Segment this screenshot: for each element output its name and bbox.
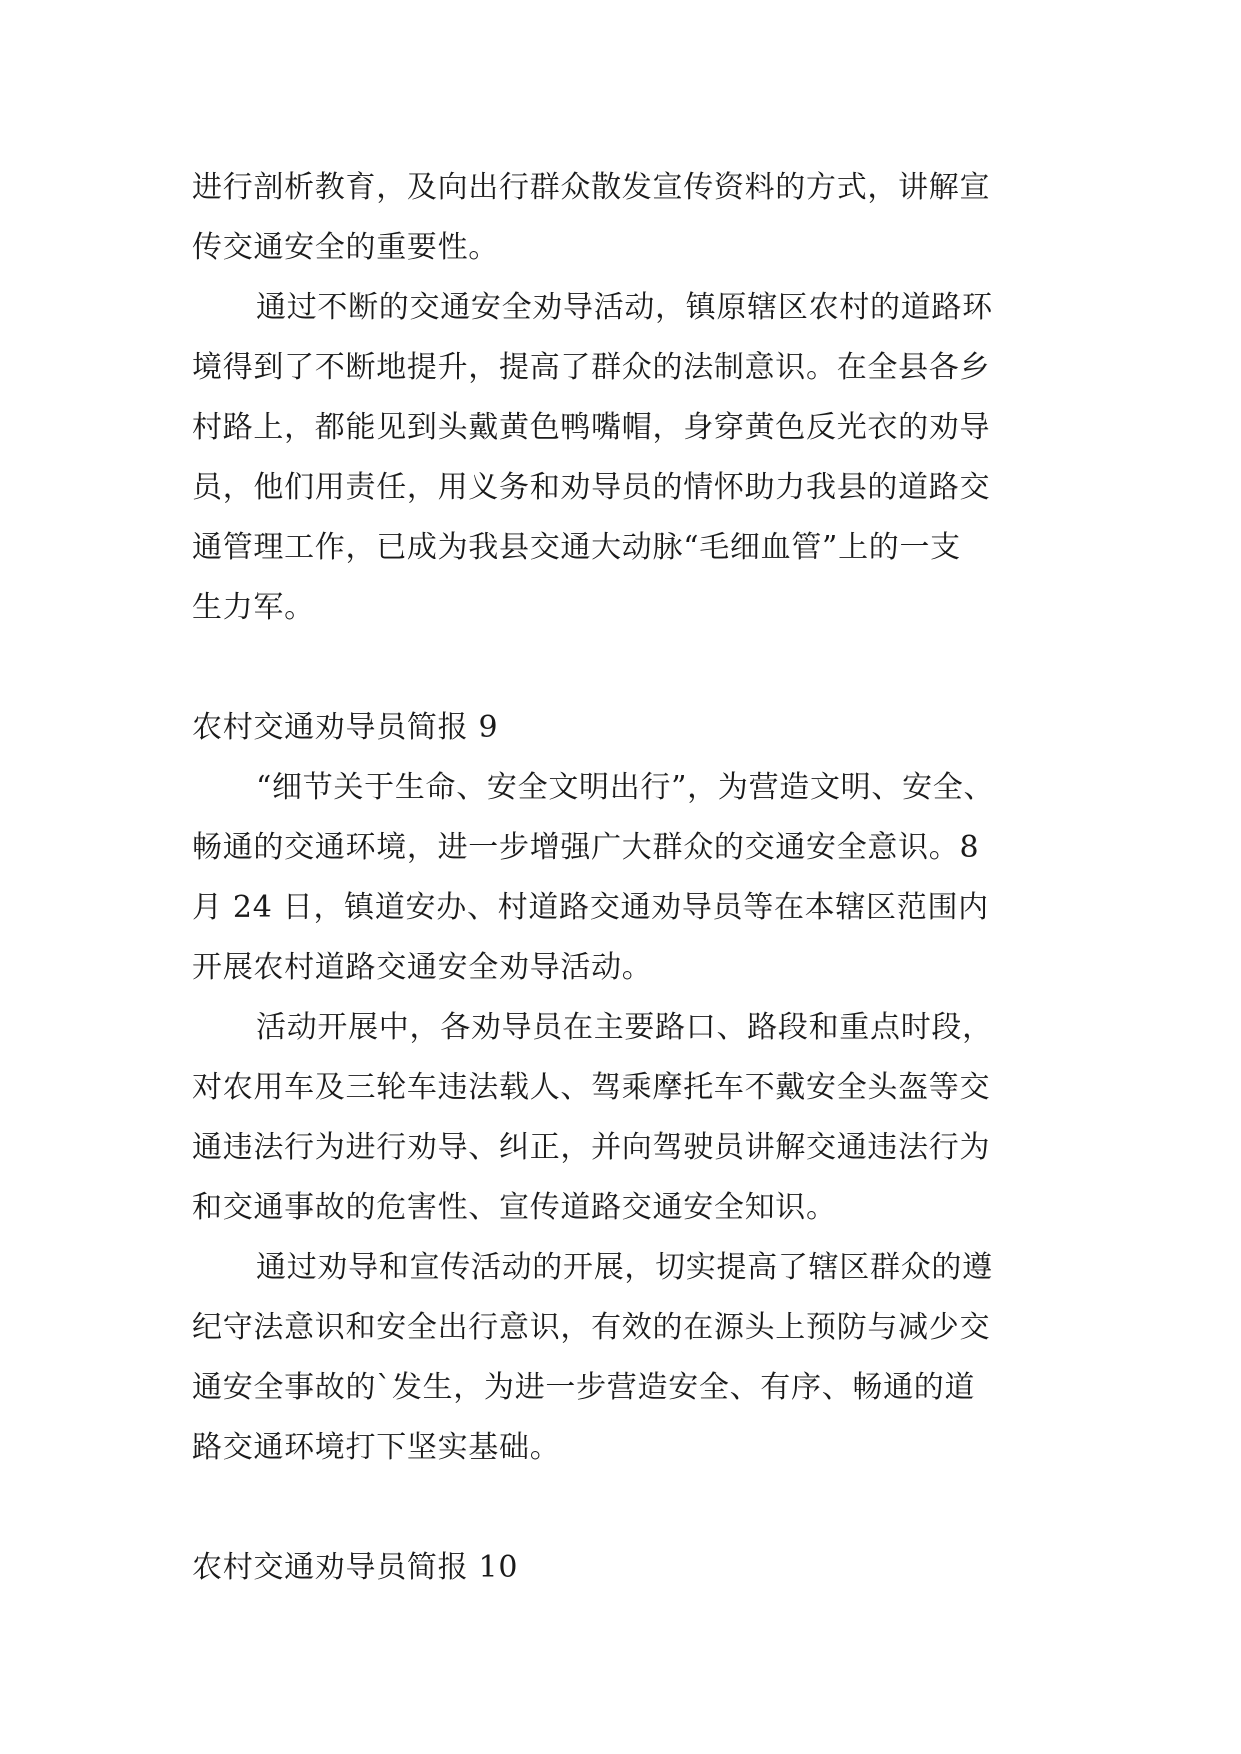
document-body — [192, 158, 1052, 1598]
text-line: 月 24 日，镇道安办、村道路交通劝导员等在本辖区范围内 — [192, 890, 989, 925]
paragraph-continuation — [192, 158, 1052, 278]
text-line: 活动开展中，各劝导员在主要路口、路段和重点时段， — [256, 1010, 993, 1045]
text-line: 路交通环境打下坚实基础。 — [192, 1430, 561, 1465]
text-line: 通过不断的交通安全劝导活动，镇原辖区农村的道路环 — [256, 290, 993, 325]
text-line: 通安全事故的`发生，为进一步营造安全、有序、畅通的道 — [192, 1370, 976, 1405]
text-line: 通管理工作，已成为我县交通大动脉“毛细血管”上的一支 — [192, 530, 961, 565]
text-line: 和交通事故的危害性、宣传道路交通安全知识。 — [192, 1190, 837, 1225]
paragraph — [192, 998, 1052, 1238]
paragraph — [192, 758, 1052, 998]
text-line: 境得到了不断地提升，提高了群众的法制意识。在全县各乡 — [192, 350, 991, 385]
text-line: 纪守法意识和安全出行意识，有效的在源头上预防与减少交 — [192, 1310, 991, 1345]
text-line: 传交通安全的重要性。 — [192, 230, 499, 265]
text-line: 开展农村道路交通安全劝导活动。 — [192, 950, 653, 985]
paragraph — [192, 278, 1052, 638]
text-line: 进行剖析教育，及向出行群众散发宣传资料的方式，讲解宣 — [192, 170, 991, 205]
text-line: “细节关于生命、安全文明出行”，为营造文明、安全、 — [256, 770, 995, 805]
text-line: 畅通的交通环境，进一步增强广大群众的交通安全意识。8 — [192, 830, 980, 865]
section-heading: 农村交通劝导员简报 10 — [192, 1550, 519, 1585]
text-line: 通过劝导和宣传活动的开展，切实提高了辖区群众的遵 — [256, 1250, 993, 1285]
text-line: 对农用车及三轮车违法载人、驾乘摩托车不戴安全头盔等交 — [192, 1070, 991, 1105]
blank-line — [192, 638, 1052, 698]
text-line: 通违法行为进行劝导、纠正，并向驾驶员讲解交通违法行为 — [192, 1130, 991, 1165]
blank-line — [192, 1478, 1052, 1538]
text-line: 生力军。 — [192, 590, 315, 625]
section-heading: 农村交通劝导员简报 9 — [192, 710, 499, 745]
text-line: 员，他们用责任，用义务和劝导员的情怀助力我县的道路交 — [192, 470, 991, 505]
paragraph — [192, 1238, 1052, 1478]
text-line: 村路上，都能见到头戴黄色鸭嘴帽，身穿黄色反光衣的劝导 — [192, 410, 991, 445]
